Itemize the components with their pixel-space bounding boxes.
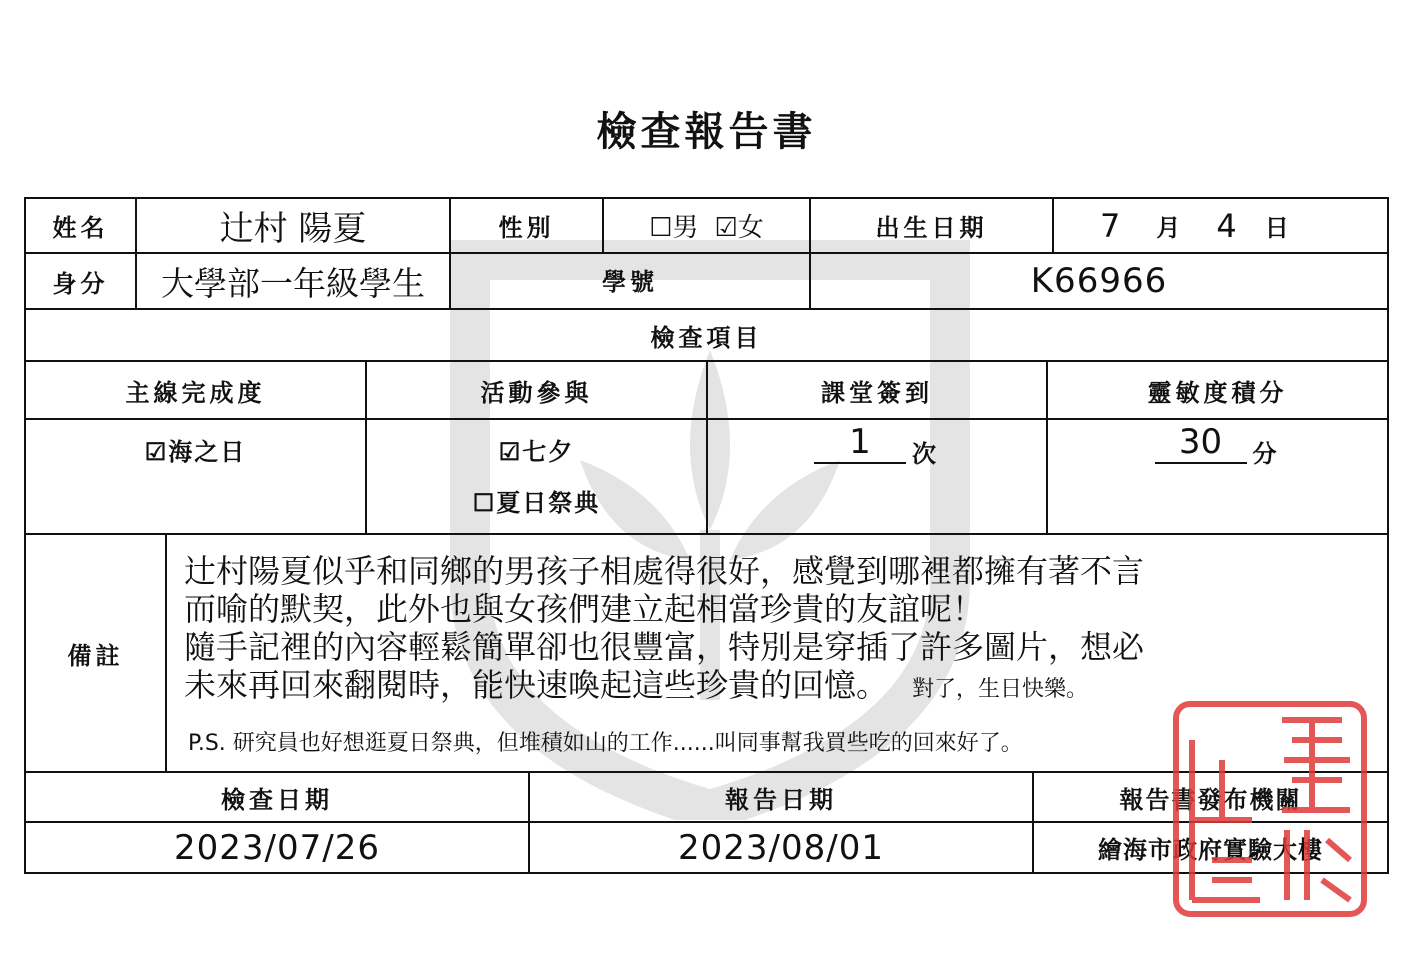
header-events: 活動參與	[480, 377, 593, 407]
header-score: 靈敏度積分	[1147, 377, 1288, 407]
report-date-label: 報告日期	[725, 784, 837, 814]
event-qixi-checkbox[interactable]: ☑七夕	[498, 437, 575, 466]
name-value: 辻村 陽夏	[219, 209, 367, 249]
remarks-line: 而喻的默契，此外也與女孩們建立起相當珍貴的友誼呢！	[184, 590, 985, 628]
birthday-month-unit: 月	[1156, 213, 1181, 242]
score-unit: 分	[1252, 439, 1281, 468]
gender-male-checkbox[interactable]: ☐男	[649, 213, 699, 243]
col-rule	[165, 533, 167, 773]
score-count: 30	[1155, 422, 1247, 464]
birthday-month: 7	[1100, 206, 1121, 245]
remarks-aside: 對了，生日快樂。	[912, 677, 1089, 702]
student-id-value: K66966	[1030, 261, 1168, 301]
main-story-value	[26, 420, 365, 533]
gender-label: 性別	[498, 213, 555, 242]
remarks-line: 辻村陽夏似乎和同鄉的男孩子相處得很好，感覺到哪裡都擁有著不言	[184, 552, 1145, 590]
attendance-count: 1	[814, 422, 906, 464]
check-date-label: 檢查日期	[221, 784, 333, 814]
birthday-day: 4	[1216, 206, 1237, 245]
gender-options	[604, 199, 809, 252]
issuer-value: 繪海市政府實驗大樓	[1098, 835, 1323, 864]
remarks-ps: P.S. 研究員也好想逛夏日祭典，但堆積如山的工作......叫同事幫我買些吃的回來好了。	[188, 731, 1023, 756]
attendance-value	[708, 420, 1046, 533]
score-value	[1048, 420, 1387, 533]
birthday-value	[1054, 199, 1387, 252]
remarks-label: 備註	[67, 640, 124, 670]
main-story-checkbox[interactable]: ☑海之日	[144, 437, 247, 466]
header-attendance: 課堂簽到	[821, 377, 933, 407]
identity-label: 身分	[52, 268, 109, 298]
check-date-value: 2023/07/26	[174, 827, 380, 868]
birthday-day-unit: 日	[1264, 213, 1289, 242]
remarks-line: 隨手記裡的內容輕鬆簡單卻也很豐富，特別是穿插了許多圖片，想必	[184, 628, 1145, 666]
document-title: 檢查報告書	[596, 108, 817, 155]
header-main-story: 主線完成度	[125, 377, 266, 407]
official-seal-stamp	[1172, 700, 1368, 918]
remarks-line: 未來再回來翻閱時，能快速喚起這些珍貴的回憶。	[184, 666, 889, 704]
name-label: 姓名	[52, 213, 109, 242]
events-value	[367, 420, 706, 533]
issuer-label: 報告書發布機關	[1119, 784, 1302, 814]
attendance-unit: 次	[912, 439, 940, 468]
birthday-label: 出生日期	[875, 213, 988, 242]
items-section-label: 檢查項目	[650, 322, 763, 352]
identity-value: 大學部一年級學生	[161, 263, 425, 303]
student-id-label: 學號	[602, 267, 658, 296]
gender-female-checkbox[interactable]: ☑女	[714, 213, 764, 243]
report-date-value: 2023/08/01	[678, 827, 884, 868]
event-summer-festival-checkbox[interactable]: ☐夏日祭典	[472, 488, 601, 517]
remarks-body	[184, 552, 1364, 709]
